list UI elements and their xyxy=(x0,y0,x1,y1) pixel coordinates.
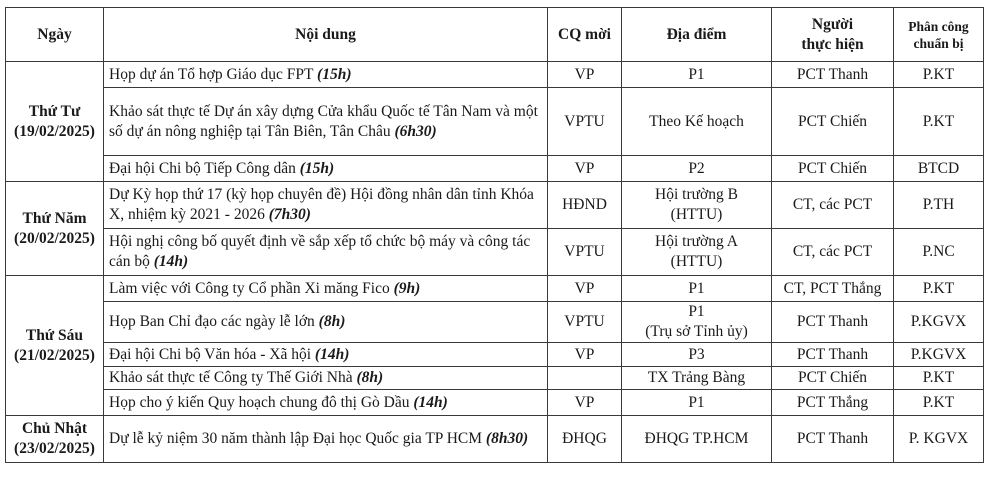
day-cell xyxy=(6,182,104,276)
content-text: Dự Kỳ họp thứ 17 (kỳ họp chuyên đề) Hội đồng nhân dân tỉnh Khóa X, nhiệm kỳ 2021 - 2026 xyxy=(109,186,534,223)
location-cell xyxy=(622,276,772,302)
agency-cell: VPTU xyxy=(548,88,622,156)
location-text: P2 xyxy=(688,159,705,177)
header-assign xyxy=(894,8,984,62)
header-row xyxy=(6,8,984,62)
agency-cell: ĐHQG xyxy=(548,416,622,463)
assign-cell: P.KGVX xyxy=(894,302,984,343)
content-cell xyxy=(104,390,548,416)
table-row xyxy=(6,276,984,302)
table-row xyxy=(6,416,984,463)
location-detail: (HTTU) xyxy=(670,253,723,270)
location-text: Theo Kế hoạch xyxy=(649,112,744,130)
header-content: Nội dung xyxy=(104,8,548,62)
header-assign-line1: Phân công xyxy=(908,18,969,34)
location-cell xyxy=(622,62,772,88)
day-cell xyxy=(6,62,104,182)
performer-cell: PCT Chiến xyxy=(772,156,894,182)
location-cell xyxy=(622,88,772,156)
location-text: Hội trường A xyxy=(655,233,738,250)
header-performer-line2: thực hiện xyxy=(801,35,864,53)
location-cell xyxy=(622,156,772,182)
assign-cell: BTCD xyxy=(894,156,984,182)
content-cell xyxy=(104,302,548,343)
assign-cell: P.KT xyxy=(894,88,984,156)
day-cell xyxy=(6,416,104,463)
schedule-body xyxy=(6,62,984,463)
content-time: (9h) xyxy=(393,279,421,297)
content-cell xyxy=(104,367,548,390)
performer-cell: PCT Thắng xyxy=(772,390,894,416)
location-detail: (Trụ sở Tỉnh ủy) xyxy=(645,323,748,340)
content-cell xyxy=(104,276,548,302)
content-time: (8h30) xyxy=(485,430,529,447)
table-row xyxy=(6,229,984,276)
location-cell xyxy=(622,390,772,416)
content-time: (7h30) xyxy=(268,206,311,223)
location-text: P1 xyxy=(688,279,705,297)
location-cell xyxy=(622,229,772,276)
performer-cell: PCT Chiến xyxy=(772,367,894,390)
location-text: ĐHQG TP.HCM xyxy=(644,430,749,447)
header-agency: CQ mời xyxy=(548,8,622,62)
day-cell xyxy=(6,276,104,416)
assign-cell: P.KT xyxy=(894,62,984,88)
location-text: P1 xyxy=(688,303,705,320)
day-name: Thứ Năm xyxy=(22,209,87,227)
performer-cell: CT, PCT Thắng xyxy=(772,276,894,302)
table-row xyxy=(6,367,984,390)
content-text: Đại hội Chi bộ Văn hóa - Xã hội xyxy=(109,345,315,363)
assign-cell: P. KGVX xyxy=(894,416,984,463)
performer-cell: PCT Thanh xyxy=(772,62,894,88)
content-time: (14h) xyxy=(153,253,189,270)
location-text: P1 xyxy=(688,65,705,83)
day-date: (20/02/2025) xyxy=(14,229,95,247)
performer-cell: PCT Thanh xyxy=(772,302,894,343)
day-date: (21/02/2025) xyxy=(14,346,95,364)
table-row xyxy=(6,62,984,88)
content-cell xyxy=(104,88,548,156)
location-cell xyxy=(622,416,772,463)
day-name: Thứ Tư xyxy=(28,102,81,120)
content-text: Họp cho ý kiến Quy hoạch chung đô thị Gò Dầu xyxy=(109,393,414,411)
location-cell xyxy=(622,302,772,343)
table-row xyxy=(6,88,984,156)
content-text: Họp Ban Chỉ đạo các ngày lễ lớn xyxy=(109,313,319,330)
content-cell xyxy=(104,156,548,182)
location-cell xyxy=(622,343,772,367)
content-text: Đại hội Chi bộ Tiếp Công dân xyxy=(109,159,300,177)
assign-cell: P.KT xyxy=(894,276,984,302)
performer-cell: CT, các PCT xyxy=(772,182,894,229)
location-text: TX Trảng Bàng xyxy=(647,369,746,386)
assign-cell: P.KT xyxy=(894,390,984,416)
header-day: Ngày xyxy=(6,8,104,62)
performer-cell: CT, các PCT xyxy=(772,229,894,276)
content-text: Dự lễ kỷ niệm 30 năm thành lập Đại học Quốc gia TP HCM xyxy=(109,430,486,447)
content-cell xyxy=(104,416,548,463)
assign-cell: P.TH xyxy=(894,182,984,229)
location-text: P1 xyxy=(688,393,705,411)
header-assign-line2: chuẩn bị xyxy=(913,35,964,51)
content-text: Khảo sát thực tế Công ty Thế Giới Nhà xyxy=(109,369,357,386)
location-cell xyxy=(622,367,772,390)
table-row xyxy=(6,182,984,229)
content-time: (14h) xyxy=(314,345,350,363)
content-text: Khảo sát thực tế Dự án xây dựng Cửa khẩu Quốc tế Tân Nam và một số dự án nông nghiệp tại Tân Biên, Tân Châu xyxy=(109,102,538,140)
agency-cell: VP xyxy=(548,343,622,367)
header-performer-line1: Người xyxy=(811,15,854,33)
content-cell xyxy=(104,62,548,88)
content-cell xyxy=(104,182,548,229)
content-cell xyxy=(104,343,548,367)
day-date: (19/02/2025) xyxy=(14,122,95,140)
location-cell xyxy=(622,182,772,229)
day-date: (23/02/2025) xyxy=(14,440,95,457)
performer-cell: PCT Thanh xyxy=(772,416,894,463)
agency-cell: VPTU xyxy=(548,229,622,276)
content-text: Làm việc với Công ty Cổ phần Xi măng Fico xyxy=(109,279,394,297)
agency-cell: HĐND xyxy=(548,182,622,229)
content-time: (15h) xyxy=(317,65,352,83)
content-time: (8h) xyxy=(318,313,346,330)
content-time: (14h) xyxy=(413,393,448,411)
location-text: Hội trường B xyxy=(655,186,738,203)
table-row xyxy=(6,343,984,367)
header-performer xyxy=(772,8,894,62)
location-detail: (HTTU) xyxy=(670,206,723,223)
assign-cell: P.NC xyxy=(894,229,984,276)
location-text: P3 xyxy=(688,345,705,363)
day-name: Thứ Sáu xyxy=(25,326,84,344)
performer-cell: PCT Thanh xyxy=(772,343,894,367)
agency-cell xyxy=(548,367,622,390)
table-row xyxy=(6,390,984,416)
assign-cell: P.KGVX xyxy=(894,343,984,367)
content-time: (8h) xyxy=(356,369,384,386)
agency-cell: VP xyxy=(548,276,622,302)
content-time: (15h) xyxy=(299,159,335,177)
table-row xyxy=(6,156,984,182)
agency-cell: VP xyxy=(548,62,622,88)
agency-cell: VP xyxy=(548,156,622,182)
day-name: Chủ Nhật xyxy=(21,420,88,437)
content-time: (6h30) xyxy=(394,122,437,140)
performer-cell: PCT Chiến xyxy=(772,88,894,156)
content-text: Họp dự án Tổ hợp Giáo dục FPT xyxy=(109,65,318,83)
header-location: Địa điểm xyxy=(622,8,772,62)
table-row xyxy=(6,302,984,343)
schedule-table xyxy=(5,7,984,463)
agency-cell: VPTU xyxy=(548,302,622,343)
agency-cell: VP xyxy=(548,390,622,416)
content-cell xyxy=(104,229,548,276)
content-text: Hội nghị công bố quyết định về sắp xếp tổ chức bộ máy và công tác cán bộ xyxy=(109,233,531,270)
assign-cell: P.KT xyxy=(894,367,984,390)
